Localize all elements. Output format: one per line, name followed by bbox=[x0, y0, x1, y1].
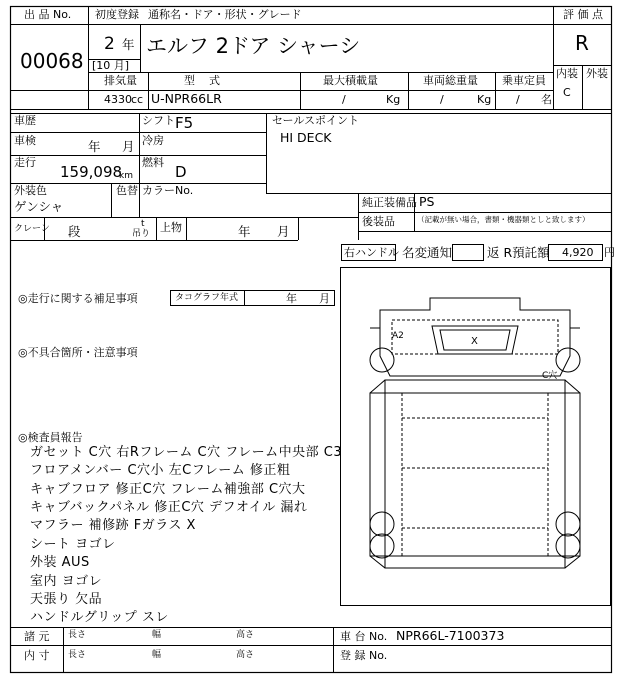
inspector-line: シート ヨゴレ bbox=[30, 537, 116, 552]
first-reg-label: 初度登録 bbox=[95, 8, 139, 21]
inspector-line: 室内 ヨゴレ bbox=[30, 574, 103, 589]
model-label: 型 式 bbox=[184, 74, 220, 87]
tacho-label: タコグラフ年式 bbox=[175, 293, 239, 303]
mark-x: X bbox=[471, 336, 478, 347]
chassis-value: NPR66L-7100373 bbox=[396, 628, 505, 643]
interior-grade-label: 内装 bbox=[556, 67, 578, 80]
capacity-label: 乗車定員 bbox=[502, 74, 546, 87]
crane-stage: 段 bbox=[68, 224, 81, 239]
mileage-unit: km bbox=[119, 171, 133, 181]
aftermarket-note: （記載が無い場合，書類・機器類としと致します） bbox=[417, 215, 590, 224]
inner-dims-label: 内 寸 bbox=[24, 649, 50, 662]
fuel-label: 燃料 bbox=[142, 156, 164, 169]
driving-remarks-label: ◎走行に関する補足事項 bbox=[18, 292, 138, 305]
reg-month-value: [10 月] bbox=[92, 59, 130, 72]
mileage-value: 159,098 bbox=[60, 163, 123, 181]
inspector-line: ハンドルグリップ スレ bbox=[30, 610, 169, 625]
model-value: U-NPR66LR bbox=[151, 91, 222, 106]
car-name: エルフ 2ドア シャーシ bbox=[146, 34, 361, 58]
gross-weight-label: 車両総重量 bbox=[423, 74, 478, 87]
shift-label: シフト bbox=[142, 114, 175, 127]
sales-point-value: HI DECK bbox=[280, 130, 332, 145]
dims-width-label: 幅 bbox=[152, 630, 162, 640]
capacity-value: / bbox=[516, 93, 520, 106]
dims-label: 諸 元 bbox=[24, 630, 50, 643]
tacho-year: 年 bbox=[286, 292, 297, 305]
tax-label: 返 R預託額 bbox=[487, 245, 550, 260]
history-label: 車歴 bbox=[14, 114, 36, 127]
chassis-label: 車 台 No. bbox=[340, 630, 388, 643]
gross-weight-value: / bbox=[440, 93, 444, 106]
max-load-unit: Kg bbox=[386, 93, 401, 106]
color-no-label: カラーNo. bbox=[142, 184, 194, 197]
reg-year-unit: 年 bbox=[122, 37, 135, 52]
tax-value: 4,920 bbox=[562, 246, 594, 259]
mark-c-hole: C穴 bbox=[542, 371, 558, 381]
inspector-line: 天張り 欠品 bbox=[30, 592, 103, 607]
truck-damage-diagram bbox=[340, 268, 610, 606]
aftermarket-label: 後装品 bbox=[362, 215, 395, 228]
upper-label: 上物 bbox=[160, 221, 182, 234]
inner-height-label: 高さ bbox=[236, 650, 255, 660]
inspector-line: マフラー 補修跡 Fガラス X bbox=[30, 518, 196, 533]
lot-number: 00068 bbox=[20, 49, 84, 73]
tacho-month: 月 bbox=[319, 292, 330, 305]
inspector-line: ガセット C穴 右Rフレーム C穴 フレーム中央部 C3 bbox=[30, 445, 343, 460]
inspection-month: 月 bbox=[122, 139, 135, 154]
name-change-label: 名変通知 bbox=[402, 245, 453, 260]
mileage-label: 走行 bbox=[14, 156, 36, 169]
displacement-label: 排気量 bbox=[104, 74, 137, 87]
upper-year: 年 bbox=[238, 224, 251, 239]
registration-label: 登 録 No. bbox=[340, 649, 388, 662]
equipment-label: 純正装備品 bbox=[362, 196, 417, 209]
inspector-line: フロアメンバー C穴小 左Cフレーム 修正粗 bbox=[30, 463, 291, 478]
gross-weight-unit: Kg bbox=[477, 93, 492, 106]
capacity-unit: 名 bbox=[541, 93, 552, 106]
max-load-label: 最大積載量 bbox=[323, 74, 378, 87]
rating-value: R bbox=[575, 31, 589, 55]
inspector-line: キャブフロア 修正C穴 フレーム補強部 C穴大 bbox=[30, 482, 306, 497]
inspection-label: 車検 bbox=[14, 134, 36, 147]
reg-year-value: 2 bbox=[104, 34, 115, 54]
ext-color-label: 外装色 bbox=[14, 184, 47, 197]
crane-hang: 吊り bbox=[132, 229, 151, 239]
max-load-value: / bbox=[342, 93, 346, 106]
inner-width-label: 幅 bbox=[152, 650, 162, 660]
crane-label: クレーン bbox=[14, 224, 50, 234]
color-change-label: 色替 bbox=[116, 184, 138, 197]
rhd-badge: 右ハンドル bbox=[344, 246, 399, 259]
displacement-unit: cc bbox=[131, 93, 144, 106]
crane-ton: t bbox=[141, 219, 145, 229]
interior-grade-value: C bbox=[563, 86, 571, 99]
ext-color-value: ゲンシャ bbox=[14, 199, 64, 214]
fuel-value: D bbox=[175, 163, 187, 181]
inner-length-label: 長さ bbox=[68, 650, 87, 660]
exterior-grade-label: 外装 bbox=[586, 67, 608, 80]
defects-label: ◎不具合箇所・注意事項 bbox=[18, 346, 138, 359]
dims-length-label: 長さ bbox=[68, 630, 87, 640]
equipment-value: PS bbox=[419, 194, 435, 209]
rating-label: 評 価 点 bbox=[563, 8, 603, 21]
inspection-year: 年 bbox=[88, 139, 101, 154]
upper-month: 月 bbox=[277, 224, 290, 239]
tax-unit: 円 bbox=[604, 246, 615, 259]
ac-label: 冷房 bbox=[142, 134, 164, 147]
mark-a2: A2 bbox=[392, 331, 404, 341]
dims-height-label: 高さ bbox=[236, 630, 255, 640]
inspector-label: ◎検査員報告 bbox=[18, 431, 83, 444]
shift-value: F5 bbox=[175, 114, 194, 132]
displacement-value: 4330 bbox=[104, 93, 132, 106]
inspector-line: 外装 AUS bbox=[30, 555, 90, 570]
sales-point-label: セールスポイント bbox=[272, 114, 360, 127]
car-name-label: 通称名・ドア・形状・グレード bbox=[148, 8, 302, 21]
inspector-line: キャブバックパネル 修正C穴 デフオイル 漏れ bbox=[30, 500, 308, 515]
lot-label: 出 品 No. bbox=[24, 8, 72, 21]
